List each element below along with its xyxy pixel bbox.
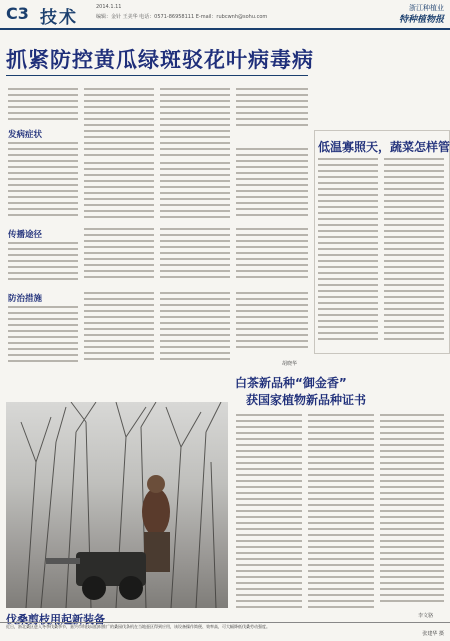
- transmission-col-4: [236, 228, 308, 284]
- brand-logo: 特种植物报: [398, 15, 444, 25]
- paper-name: 浙江种植业: [409, 4, 444, 12]
- subhead-transmission: 传播途径: [8, 230, 43, 240]
- page-code: C3: [6, 4, 29, 23]
- article-column-1: [8, 88, 78, 122]
- mulberry-pruning-photo: [6, 402, 228, 608]
- article-column-3b: [160, 162, 230, 222]
- bottom-article-title-line1: 白茶新品种“御金香”: [235, 376, 347, 390]
- news-photo: [6, 402, 228, 608]
- transmission-col-3: [160, 228, 230, 284]
- bottom-article-title-line2: 获国家植物新品种证书: [246, 393, 367, 407]
- article-column-4b: [236, 148, 308, 222]
- section-title: 技术: [40, 8, 78, 28]
- subhead-symptoms: 发病症状: [8, 130, 43, 140]
- control-col-2: [84, 292, 154, 366]
- side-article-col-1: [318, 158, 378, 348]
- article-column-4: [236, 88, 308, 128]
- title-rule: [6, 75, 308, 76]
- editor-line: 编辑：金针 王美华 电话：0571-86958111 E-mail：rubcwnh@sohu.com: [96, 14, 268, 20]
- bottom-article-author: 李文骆: [418, 613, 434, 619]
- bottom-article-col-1: [236, 414, 302, 610]
- transmission-col-2: [84, 228, 154, 284]
- bottom-article-col-3: [380, 414, 444, 604]
- side-article-title: 低温寡照天，蔬菜怎样管: [318, 140, 450, 154]
- footer-text: 近日，浙北桑区进入冬季伐桑季节，嘉兴市科技局组织推广的桑园伐条机在当地蚕区得到应用，该设备操作简便、效率高，可大幅降低伐桑劳动强度。: [6, 624, 270, 629]
- article-column-2: [84, 88, 154, 158]
- photo-credit: 张建华 摄: [422, 631, 444, 637]
- bottom-article-col-2: [308, 414, 374, 610]
- issue-date: 2014.1.11: [96, 4, 122, 10]
- control-col-4: [236, 292, 308, 356]
- transmission-text: [8, 242, 78, 284]
- main-article-author: 胡晓华: [282, 361, 298, 367]
- symptoms-text: [8, 142, 78, 222]
- control-col-3: [160, 292, 230, 366]
- article-column-2b: [84, 162, 154, 222]
- control-text: [8, 306, 78, 366]
- main-article-title: 抓紧防控黄瓜绿斑驳花叶病毒病: [6, 48, 314, 72]
- subhead-control: 防治措施: [8, 294, 43, 304]
- photo-caption: 伐桑剪枝用起新装备: [6, 613, 105, 626]
- side-article-col-2: [384, 158, 444, 348]
- article-column-3: [160, 88, 230, 158]
